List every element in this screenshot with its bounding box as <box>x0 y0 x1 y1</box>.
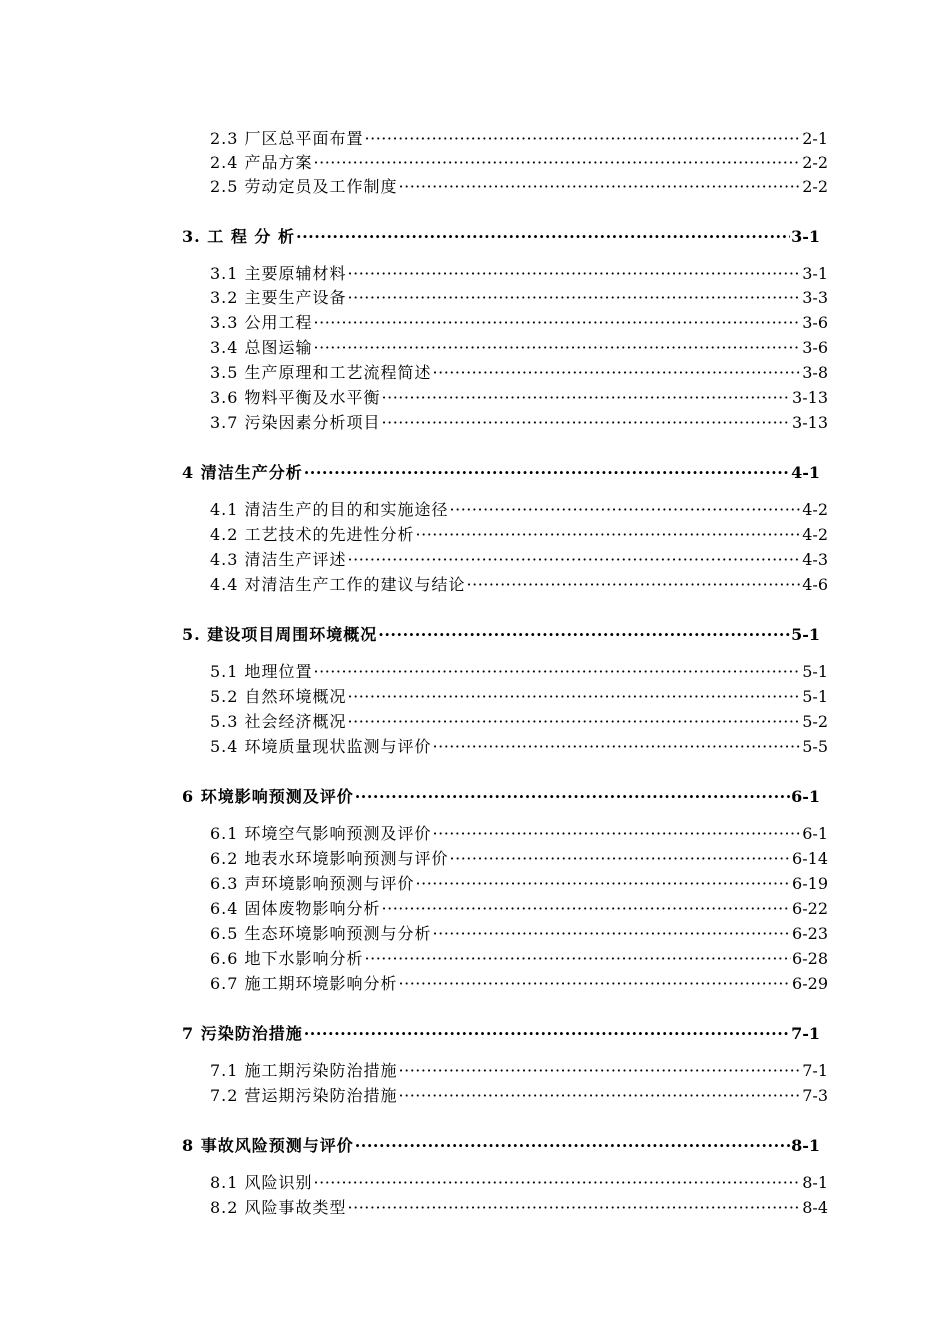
toc-entry-title: 7 污染防治措施 <box>182 1024 303 1043</box>
toc-subsection-entry[interactable] <box>210 922 828 946</box>
toc-entry-page: 6-19 <box>792 874 828 893</box>
toc-entry-title: 7.1 施工期污染防治措施 <box>210 1061 398 1080</box>
toc-entry-title: 5.2 自然环境概况 <box>210 687 347 706</box>
toc-subsection-entry[interactable] <box>210 1171 828 1195</box>
toc-dot-leader <box>348 685 802 709</box>
toc-subsection-entry[interactable] <box>210 411 828 435</box>
toc-section-entry[interactable] <box>182 461 820 485</box>
toc-entry-title: 8.1 风险识别 <box>210 1173 313 1192</box>
toc-dot-leader <box>399 972 792 996</box>
toc-dot-leader <box>450 498 802 522</box>
toc-entry-title: 4 清洁生产分析 <box>182 463 303 482</box>
toc-entry-title: 3. 工 程 分 析 <box>182 227 295 246</box>
toc-entry-title: 3.4 总图运输 <box>210 338 313 357</box>
toc-entry-page: 3-3 <box>802 288 828 307</box>
toc-dot-leader <box>296 225 790 249</box>
toc-entry-title: 6.1 环境空气影响预测及评价 <box>210 824 432 843</box>
toc-dot-leader <box>382 411 792 435</box>
toc-subsection-entry[interactable] <box>210 847 828 871</box>
toc-section-entry[interactable] <box>182 225 820 249</box>
toc-subsection-entry[interactable] <box>210 573 828 597</box>
toc-entry-page: 6-23 <box>792 924 828 943</box>
toc-entry-title: 6.3 声环境影响预测与评价 <box>210 874 415 893</box>
toc-dot-leader <box>365 127 802 151</box>
toc-dot-leader <box>314 311 802 335</box>
toc-dot-leader <box>416 523 802 547</box>
toc-subsection-entry[interactable] <box>210 336 828 360</box>
toc-entry-page: 8-1 <box>802 1173 828 1192</box>
toc-dot-leader <box>416 872 792 896</box>
toc-dot-leader <box>348 1196 802 1220</box>
toc-entry-title: 3.2 主要生产设备 <box>210 288 347 307</box>
toc-entry-page: 7-1 <box>791 1024 820 1043</box>
toc-entry-title: 8.2 风险事故类型 <box>210 1198 347 1217</box>
toc-subsection-entry[interactable] <box>210 1084 828 1108</box>
toc-entry-page: 5-2 <box>802 712 828 731</box>
toc-entry-page: 6-1 <box>802 824 828 843</box>
toc-entry-page: 4-1 <box>791 463 820 482</box>
toc-subsection-entry[interactable] <box>210 523 828 547</box>
toc-section-entry[interactable] <box>182 1134 820 1158</box>
toc-entry-page: 4-3 <box>802 550 828 569</box>
toc-subsection-entry[interactable] <box>210 386 828 410</box>
toc-subsection-entry[interactable] <box>210 151 828 175</box>
toc-entry-title: 6.2 地表水环境影响预测与评价 <box>210 849 449 868</box>
toc-dot-leader <box>399 1059 802 1083</box>
toc-entry-title: 2.4 产品方案 <box>210 153 313 172</box>
toc-entry-title: 3.5 生产原理和工艺流程简述 <box>210 363 432 382</box>
toc-section-entry[interactable] <box>182 623 820 647</box>
toc-entry-page: 7-1 <box>802 1061 828 1080</box>
toc-dot-leader <box>348 548 802 572</box>
toc-subsection-entry[interactable] <box>210 498 828 522</box>
toc-entry-page: 6-28 <box>792 949 828 968</box>
toc-entry-title: 3.6 物料平衡及水平衡 <box>210 388 381 407</box>
toc-subsection-entry[interactable] <box>210 897 828 921</box>
toc-entry-title: 2.3 厂区总平面布置 <box>210 129 364 148</box>
toc-entry-page: 7-3 <box>802 1086 828 1105</box>
toc-entry-title: 5.1 地理位置 <box>210 662 313 681</box>
toc-entry-title: 4.3 清洁生产评述 <box>210 550 347 569</box>
toc-entry-page: 5-1 <box>802 687 828 706</box>
toc-section-entry[interactable] <box>182 785 820 809</box>
toc-dot-leader <box>304 461 790 485</box>
toc-entry-page: 4-6 <box>802 575 828 594</box>
toc-entry-title: 6.6 地下水影响分析 <box>210 949 364 968</box>
toc-entry-page: 2-1 <box>802 129 828 148</box>
toc-dot-leader <box>450 847 792 871</box>
toc-dot-leader <box>355 1134 790 1158</box>
toc-entry-page: 5-1 <box>791 625 820 644</box>
toc-entry-page: 4-2 <box>802 525 828 544</box>
toc-subsection-entry[interactable] <box>210 548 828 572</box>
toc-dot-leader <box>382 897 792 921</box>
toc-entry-title: 3.3 公用工程 <box>210 313 313 332</box>
toc-subsection-entry[interactable] <box>210 735 828 759</box>
toc-subsection-entry[interactable] <box>210 1196 828 1220</box>
toc-entry-page: 6-29 <box>792 974 828 993</box>
toc-dot-leader <box>399 1084 802 1108</box>
toc-dot-leader <box>314 660 802 684</box>
toc-dot-leader <box>348 710 802 734</box>
toc-subsection-entry[interactable] <box>210 947 828 971</box>
toc-entry-title: 5.3 社会经济概况 <box>210 712 347 731</box>
toc-entry-page: 8-4 <box>802 1198 828 1217</box>
toc-dot-leader <box>304 1022 790 1046</box>
toc-dot-leader <box>314 336 802 360</box>
toc-subsection-entry[interactable] <box>210 685 828 709</box>
toc-dot-leader <box>365 947 792 971</box>
toc-subsection-entry[interactable] <box>210 1059 828 1083</box>
toc-dot-leader <box>314 1171 802 1195</box>
toc-subsection-entry[interactable] <box>210 361 828 385</box>
toc-entry-title: 2.5 劳动定员及工作制度 <box>210 177 398 196</box>
toc-subsection-entry[interactable] <box>210 710 828 734</box>
toc-section-entry[interactable] <box>182 1022 820 1046</box>
toc-entry-page: 6-22 <box>792 899 828 918</box>
toc-entry-page: 3-1 <box>791 227 820 246</box>
toc-entry-title: 6.5 生态环境影响预测与分析 <box>210 924 432 943</box>
toc-dot-leader <box>378 623 790 647</box>
toc-dot-leader <box>348 262 802 286</box>
toc-subsection-entry[interactable] <box>210 972 828 996</box>
toc-entry-page: 3-13 <box>792 413 828 432</box>
toc-subsection-entry[interactable] <box>210 660 828 684</box>
toc-subsection-entry[interactable] <box>210 175 828 199</box>
toc-subsection-entry[interactable] <box>210 127 828 151</box>
toc-entry-title: 8 事故风险预测与评价 <box>182 1136 354 1155</box>
toc-entry-page: 5-1 <box>802 662 828 681</box>
toc-entry-title: 4.1 清洁生产的目的和实施途径 <box>210 500 449 519</box>
toc-dot-leader <box>467 573 802 597</box>
toc-entry-title: 4.2 工艺技术的先进性分析 <box>210 525 415 544</box>
toc-subsection-entry[interactable] <box>210 872 828 896</box>
toc-entry-title: 6 环境影响预测及评价 <box>182 787 354 806</box>
toc-dot-leader <box>314 151 802 175</box>
toc-entry-page: 3-1 <box>802 264 828 283</box>
toc-subsection-entry[interactable] <box>210 262 828 286</box>
toc-entry-title: 5. 建设项目周围环境概况 <box>182 625 378 644</box>
toc-entry-page: 3-6 <box>802 313 828 332</box>
toc-dot-leader <box>348 286 802 310</box>
toc-entry-page: 4-2 <box>802 500 828 519</box>
toc-entry-page: 8-1 <box>791 1136 820 1155</box>
toc-entry-page: 3-6 <box>802 338 828 357</box>
toc-dot-leader <box>433 922 792 946</box>
toc-entry-page: 6-14 <box>792 849 828 868</box>
toc-entry-page: 2-2 <box>802 177 828 196</box>
toc-dot-leader <box>355 785 790 809</box>
toc-entry-title: 3.7 污染因素分析项目 <box>210 413 381 432</box>
toc-dot-leader <box>433 822 802 846</box>
toc-entry-title: 6.4 固体废物影响分析 <box>210 899 381 918</box>
toc-dot-leader <box>382 386 792 410</box>
toc-entry-page: 3-13 <box>792 388 828 407</box>
toc-entry-title: 4.4 对清洁生产工作的建议与结论 <box>210 575 466 594</box>
toc-entry-title: 6.7 施工期环境影响分析 <box>210 974 398 993</box>
toc-dot-leader <box>433 735 802 759</box>
toc-entry-page: 5-5 <box>802 737 828 756</box>
toc-entry-title: 7.2 营运期污染防治措施 <box>210 1086 398 1105</box>
toc-entry-page: 2-2 <box>802 153 828 172</box>
toc-entry-page: 3-8 <box>802 363 828 382</box>
toc-subsection-entry[interactable] <box>210 822 828 846</box>
toc-subsection-entry[interactable] <box>210 286 828 310</box>
toc-entry-page: 6-1 <box>791 787 820 806</box>
toc-entry-title: 3.1 主要原辅材料 <box>210 264 347 283</box>
toc-subsection-entry[interactable] <box>210 311 828 335</box>
toc-dot-leader <box>433 361 802 385</box>
toc-dot-leader <box>399 175 802 199</box>
toc-entry-title: 5.4 环境质量现状监测与评价 <box>210 737 432 756</box>
